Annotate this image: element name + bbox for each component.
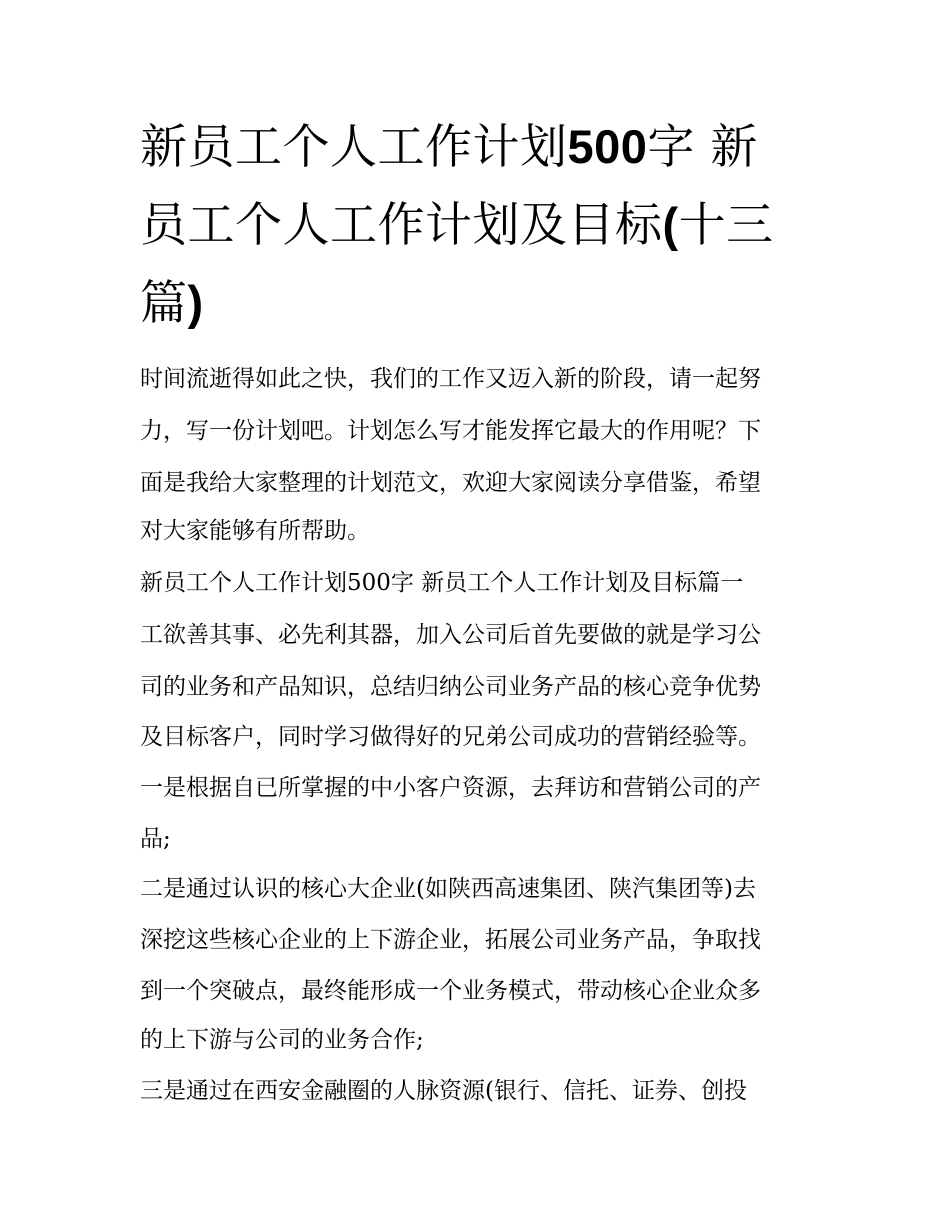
paragraph-line: 力，写一份计划吧。计划怎么写才能发挥它最大的作用呢？下 bbox=[140, 418, 761, 444]
paragraph-line: 品; bbox=[140, 826, 171, 852]
paragraph-line: 一是根据自已所掌握的中小客户资源，去拜访和营销公司的产 bbox=[140, 775, 761, 801]
document-title-line-3: 篇) bbox=[140, 276, 204, 331]
document-title-line-2: 员工个人工作计划及目标(十三 bbox=[140, 198, 774, 253]
paragraph-line: 对大家能够有所帮助。 bbox=[140, 518, 370, 544]
paragraph-line: 时间流逝得如此之快，我们的工作又迈入新的阶段，请一起努 bbox=[140, 366, 761, 392]
section-heading-line: 新员工个人工作计划500字 新员工个人工作计划及目标篇一 bbox=[140, 570, 744, 596]
document-title-line-1: 新员工个人工作计划500字 新 bbox=[140, 120, 758, 175]
paragraph-line: 及目标客户，同时学习做得好的兄弟公司成功的营销经验等。 bbox=[140, 724, 761, 750]
paragraph-line: 司的业务和产品知识，总结归纳公司业务产品的核心竞争优势 bbox=[140, 674, 761, 700]
paragraph-line: 二是通过认识的核心大企业(如陕西高速集团、陕汽集团等)去 bbox=[140, 876, 756, 902]
paragraph-line: 工欲善其事、必先利其器，加入公司后首先要做的就是学习公 bbox=[140, 622, 761, 648]
paragraph-line: 面是我给大家整理的计划范文，欢迎大家阅读分享借鉴，希望 bbox=[140, 470, 761, 496]
paragraph-line: 深挖这些核心企业的上下游企业，拓展公司业务产品，争取找 bbox=[140, 927, 761, 953]
paragraph-line: 三是通过在西安金融圈的人脉资源(银行、信托、证券、创投 bbox=[140, 1078, 747, 1104]
paragraph-line: 到一个突破点，最终能形成一个业务模式，带动核心企业众多 bbox=[140, 978, 761, 1004]
paragraph-line: 的上下游与公司的业务合作; bbox=[140, 1027, 424, 1053]
